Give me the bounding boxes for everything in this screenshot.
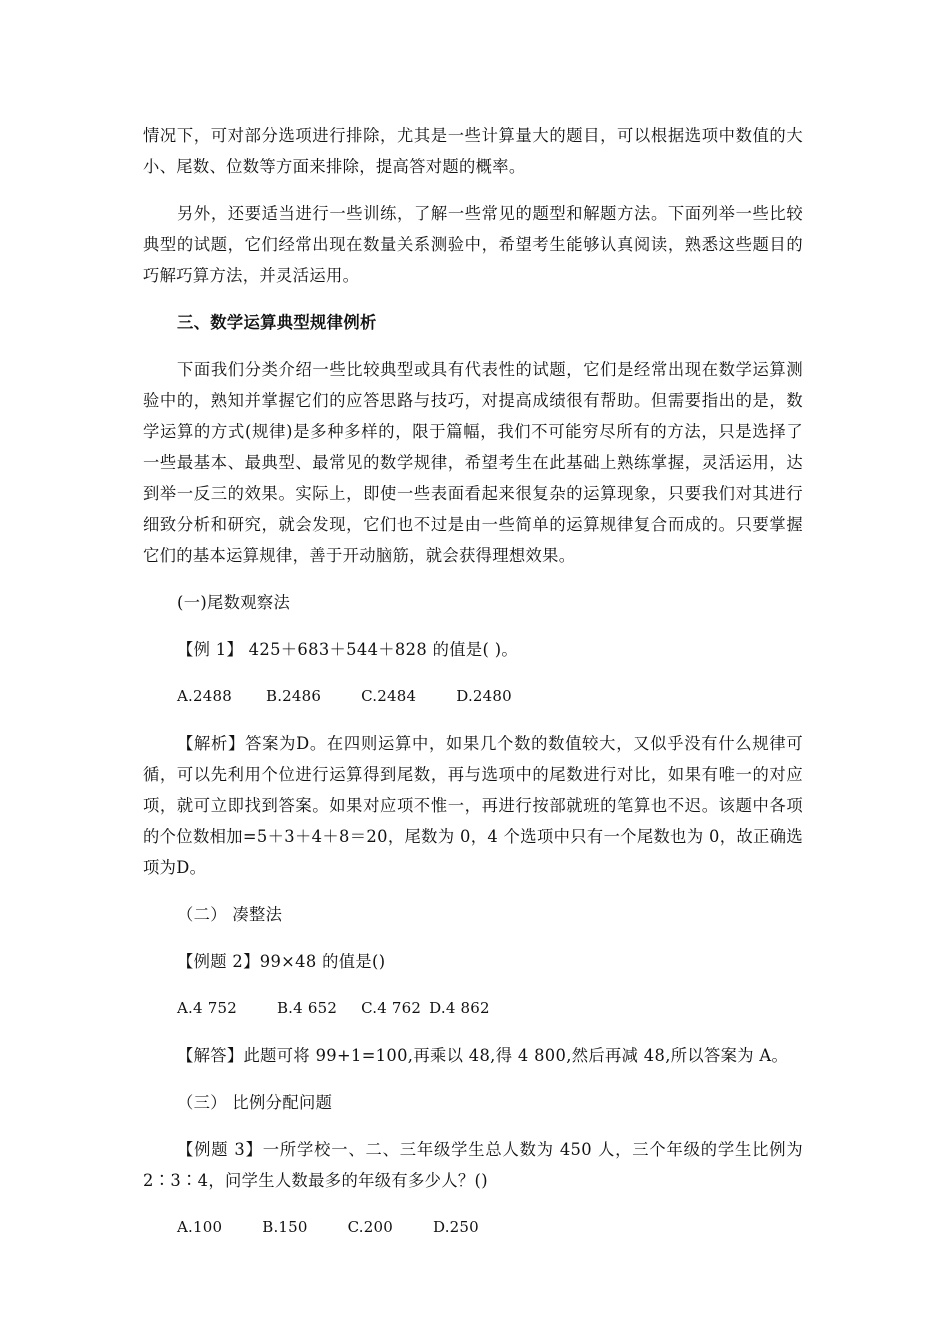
option-a: A.2488: [177, 687, 232, 705]
example-1-options: [143, 681, 803, 712]
option-a: A.100: [177, 1218, 223, 1236]
paragraph-intro-continued: 情况下，可对部分选项进行排除，尤其是一些计算量大的题目，可以根据选项中数值的大小、尾数、位数等方面来排除，提高答对题的概率。: [143, 126, 803, 176]
option-d: D.250: [433, 1218, 479, 1236]
option-c: C.200: [347, 1218, 393, 1236]
document-page: [143, 120, 803, 1259]
example-2-question: 【例题 2】99×48 的值是(): [177, 952, 386, 971]
paragraph-training: 另外，还要适当进行一些训练，了解一些常见的题型和解题方法。下面列举一些比较典型的试题，它们经常出现在数量关系测验中，希望考生能够认真阅读，熟悉这些题目的巧解巧算方法，并灵活运用。: [143, 204, 803, 285]
example-2-options: [143, 993, 803, 1024]
option-b: B.150: [262, 1218, 308, 1236]
paragraph-overview: 下面我们分类介绍一些比较典型或具有代表性的试题，它们是经常出现在数学运算测验中的，熟知并掌握它们的应答思路与技巧，对提高成绩很有帮助。但需要指出的是，数学运算的方式(规律)是多种多样的，限于篇幅，我们不可能穷尽所有的方法，只是选择了一些最基本、最典型、最常见的数学规律，希望考生在此基础上熟练掌握，灵活运用，达到举一反三的效果。实际上，即使一些表面看起来很复杂的运算现象，只要我们对其进行细致分析和研究，就会发现，它们也不过是由一些简单的运算规律复合而成的。只要掌握它们的基本运算规律，善于开动脑筋，就会获得理想效果。: [143, 360, 803, 565]
example-3-question: 【例题 3】一所学校一、二、三年级学生总人数为 450 人，三个年级的学生比例为2∶3∶4，问学生人数最多的年级有多少人？(): [143, 1140, 803, 1190]
example-3-options: [143, 1212, 803, 1243]
option-a: A.4 752: [177, 999, 237, 1017]
option-b: B.2486: [265, 687, 322, 705]
example-2-answer: 【解答】此题可将 99+1=100,再乘以 48,得 4 800,然后再减 48,所以答案为 A。: [177, 1046, 789, 1065]
example-1-question: 【例 1】 425＋683＋544＋828 的值是( )。: [177, 640, 519, 659]
option-c: C.2484: [361, 687, 417, 705]
method-heading-ratio: （三） 比例分配问题: [177, 1093, 333, 1112]
option-d: D.2480: [456, 687, 512, 705]
option-c: C.4 762: [361, 999, 422, 1017]
option-b: B.4 652: [276, 999, 338, 1017]
example-1-analysis: 【解析】答案为D。在四则运算中，如果几个数的数值较大，又似乎没有什么规律可循，可以先利用个位进行运算得到尾数，再与选项中的尾数进行对比，如果有唯一的对应项，就可立即找到答案。如果对应项不惟一，再进行按部就班的笔算也不迟。该题中各项的个位数相加=5＋3＋4＋8＝20，尾数为 0，4 个选项中只有一个尾数也为 0，故正确选项为D。: [143, 734, 803, 877]
section-heading: 三、数学运算典型规律例析: [177, 313, 377, 332]
method-heading-round-number: （二） 凑整法: [177, 905, 283, 924]
option-d: D.4 862: [429, 999, 490, 1017]
method-heading-tail-digit: (一)尾数观察法: [177, 593, 291, 612]
